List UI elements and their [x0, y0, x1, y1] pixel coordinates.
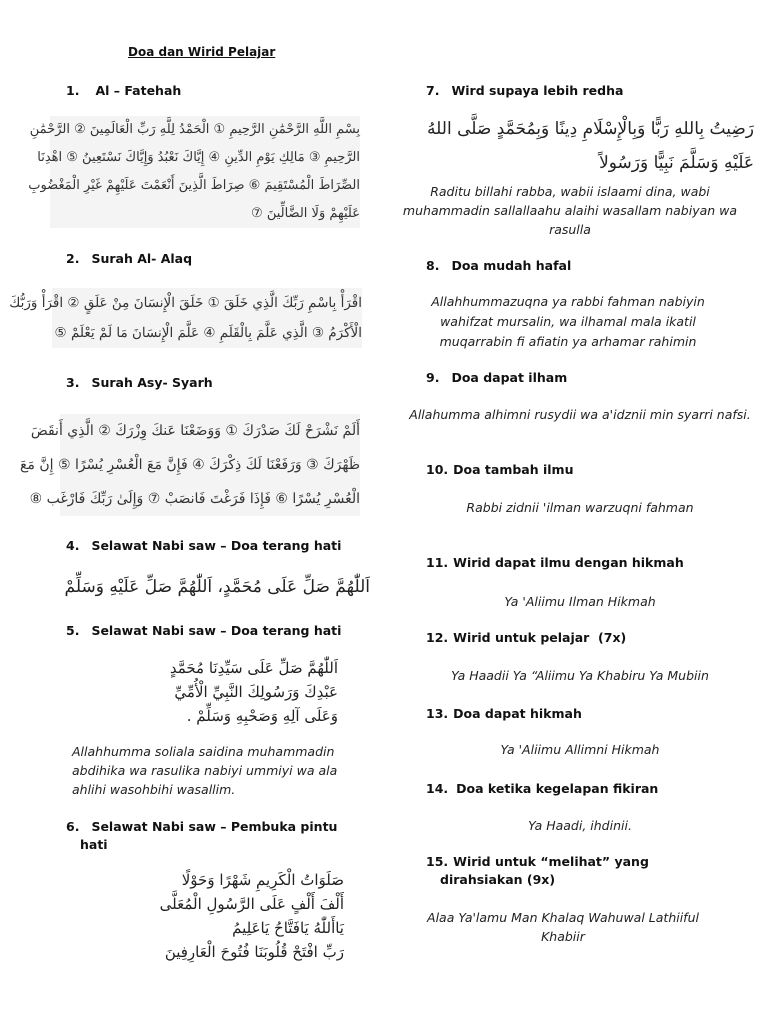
- arabic-line: الرَّحِيمِ ③ مَالِكِ يَوْمِ الدِّينِ ④ إِيَّاكَ نَعْبُدُ وَإِيَّاكَ نَسْتَعِينُ ⑤ اهْدِنَا: [37, 150, 360, 165]
- section-title: Doa ketika kegelapan fikiran: [456, 781, 659, 796]
- section-heading-2: [66, 250, 192, 268]
- section-number: 15.: [426, 854, 449, 869]
- latin-transliteration-9: Allahumma alhimni rusydii wa a'idznii min syarri nafsi.: [409, 407, 751, 422]
- section-heading-4: [66, 537, 341, 555]
- arabic-text-selawat-1: [40, 572, 370, 602]
- arabic-line: أَلْفَ أَلْفٍ عَلَى الرَّسُولِ الْمُعَلَّى: [159, 895, 344, 913]
- section-title-continued: hati: [80, 837, 108, 852]
- arabic-line: رَضِيتُ بِاللهِ رَبًّا وَبِالْإِسْلَامِ دِينًا وَبِمُحَمَّدٍ صَلَّى اللهُ: [427, 119, 754, 139]
- section-heading-11: [426, 554, 684, 572]
- section-title: Selawat Nabi saw – Doa terang hati: [91, 623, 342, 638]
- section-title: Surah Al- Alaq: [91, 251, 193, 266]
- section-number: 12.: [426, 630, 449, 645]
- section-title: Doa tambah ilmu: [453, 462, 574, 477]
- section-heading-6: [66, 818, 386, 854]
- arabic-text-selawat-3: [72, 868, 344, 964]
- latin-transliteration-15: Alaa Ya'lamu Man Khalaq Wahuwal Lathiiful Khabiir: [427, 910, 699, 944]
- section-heading-7: [426, 82, 623, 100]
- arabic-line: صَلَوَاتُ الْكَرِيمِ شَهْرًا وَحَوْلًا: [181, 871, 344, 889]
- section-number: 13.: [426, 706, 449, 721]
- arabic-line: رَبِّ افْتَحْ قُلُوبَنَا فُتُوحَ الْعَارِفِينَ: [164, 943, 344, 961]
- section-heading-3: [66, 374, 213, 392]
- section-number: 7.: [426, 83, 440, 98]
- section-number: 14.: [426, 781, 449, 796]
- section-number: 4.: [66, 538, 80, 553]
- section-heading-8: [426, 257, 571, 275]
- section-number: 1.: [66, 83, 80, 98]
- section-heading-5: [66, 622, 341, 640]
- section-number: 10.: [426, 462, 449, 477]
- arabic-line: وَعَلَى آلِهِ وَصَحْبِهِ وَسَلِّمْ .: [186, 707, 338, 725]
- latin-transliteration-10: Rabbi zidnii 'ilman warzuqni fahman: [466, 500, 694, 515]
- section-heading-10: [426, 461, 573, 479]
- section-title: Doa dapat hikmah: [453, 706, 582, 721]
- section-title: Al – Fatehah: [95, 83, 182, 98]
- arabic-line: عَلَيْهِ وَسَلَّمَ نَبِيًّا وَرَسُولاً: [599, 153, 754, 173]
- section-title: Doa dapat ilham: [451, 370, 568, 385]
- arabic-line: ظَهْرَكَ ③ وَرَفَعْنَا لَكَ ذِكْرَكَ ④ فَإِنَّ مَعَ الْعُسْرِ يُسْرًا ⑤ إِنَّ مَعَ: [19, 457, 360, 473]
- section-number: 8.: [426, 258, 440, 273]
- latin-transliteration-5: Allahhumma soliala saidina muhammadin abdihika wa rasulika nabiyi ummiyi wa ala ahlihi wasohbihi wasallim.: [72, 744, 338, 797]
- section-heading-1: [66, 82, 181, 100]
- section-title: Wirid untuk pelajar (7x): [453, 630, 627, 645]
- latin-transliteration-14: Ya Haadi, ihdinii.: [528, 818, 632, 833]
- arabic-text-syarh: [19, 414, 360, 516]
- section-heading-15: [426, 853, 746, 889]
- arabic-text-alaq: [9, 288, 362, 348]
- section-title: Wirid untuk “melihat” yang: [453, 854, 649, 869]
- arabic-line: اقْرَأْ بِاسْمِ رَبِّكَ الَّذِي خَلَقَ ① خَلَقَ الْإِنسَانَ مِنْ عَلَقٍ ② اقْرَأْ وَرَبُّكَ: [9, 295, 362, 311]
- section-number: 2.: [66, 251, 80, 266]
- section-heading-9: [426, 369, 567, 387]
- arabic-line: اَللّٰهُمَّ صَلِّ عَلَى مُحَمَّدٍ، اَللّٰهُمَّ صَلِّ عَلَيْهِ وَسَلِّمْ: [64, 577, 370, 597]
- section-number: 6.: [66, 819, 80, 834]
- latin-transliteration-8: Allahhummazuqna ya rabbi fahman nabiyin wahifzat mursalin, wa ilhamal mala ikatil muqarrabin fi afiatin ya arhamar rahimin: [431, 294, 705, 349]
- latin-transliteration-7: Raditu billahi rabba, wabii islaami dina, wabi muhammadin sallallaahu alaihi wasallam nabiyan wa rasulla: [402, 184, 738, 237]
- arabic-line: الصِّرَاطَ الْمُسْتَقِيمَ ⑥ صِرَاطَ الَّذِينَ أَنْعَمْتَ عَلَيْهِمْ غَيْرِ الْمَغْضُوبِ: [28, 178, 360, 193]
- latin-transliteration-13: Ya 'Aliimu Allimni Hikmah: [500, 742, 660, 757]
- section-title: Selawat Nabi saw – Pembuka pintu: [91, 819, 338, 834]
- section-number: 3.: [66, 375, 80, 390]
- latin-transliteration-11: Ya 'Aliimu Ilman Hikmah: [504, 594, 656, 609]
- latin-transliteration-12: Ya Haadii Ya “Aliimu Ya Khabiru Ya Mubiin: [451, 668, 709, 683]
- section-number: 9.: [426, 370, 440, 385]
- arabic-text-redha: [404, 112, 754, 180]
- page-title: Doa dan Wirid Pelajar: [128, 45, 276, 59]
- arabic-text-selawat-2: [88, 656, 338, 728]
- arabic-line: عَبْدِكَ وَرَسُولِكَ النَّبِيِّ الْأُمِّيِّ: [174, 683, 338, 701]
- arabic-line: عَلَيْهِمْ وَلَا الضَّالِّينَ ⑦: [251, 206, 360, 221]
- arabic-line: أَلَمْ نَشْرَحْ لَكَ صَدْرَكَ ① وَوَضَعْنَا عَنكَ وِزْرَكَ ② الَّذِي أَنقَضَ: [30, 423, 360, 439]
- arabic-line: اَللّٰهُمَّ صَلِّ عَلَى سَيِّدِنَا مُحَمَّدٍ: [169, 659, 338, 677]
- section-heading-13: [426, 705, 582, 723]
- section-heading-14: [426, 780, 658, 798]
- section-title: Wird supaya lebih redha: [451, 83, 624, 98]
- arabic-line: بِسْمِ اللَّهِ الرَّحْمَٰنِ الرَّحِيمِ ① الْحَمْدُ لِلَّهِ رَبِّ الْعَالَمِينَ ② الرَّحْمَٰنِ: [29, 122, 360, 137]
- section-heading-12: [426, 629, 626, 647]
- arabic-text-fatehah: [28, 116, 360, 228]
- section-title: Selawat Nabi saw – Doa terang hati: [91, 538, 342, 553]
- section-title: Doa mudah hafal: [451, 258, 572, 273]
- arabic-line: الْعُسْرِ يُسْرًا ⑥ فَإِذَا فَرَغْتَ فَانصَبْ ⑦ وَإِلَىٰ رَبِّكَ فَارْغَب ⑧: [29, 491, 360, 507]
- arabic-line: يَاأَللّٰهُ يَافَتَّاحُ يَاعَلِيمُ: [232, 919, 344, 937]
- section-title: Wirid dapat ilmu dengan hikmah: [453, 555, 684, 570]
- section-number: 5.: [66, 623, 80, 638]
- section-title: Surah Asy- Syarh: [91, 375, 213, 390]
- section-number: 11.: [426, 555, 449, 570]
- arabic-line: الْأَكْرَمُ ③ الَّذِي عَلَّمَ بِالْقَلَمِ ④ عَلَّمَ الْإِنسَانَ مَا لَمْ يَعْلَمْ ⑤: [54, 325, 362, 341]
- section-title-continued: dirahsiakan (9x): [440, 872, 556, 887]
